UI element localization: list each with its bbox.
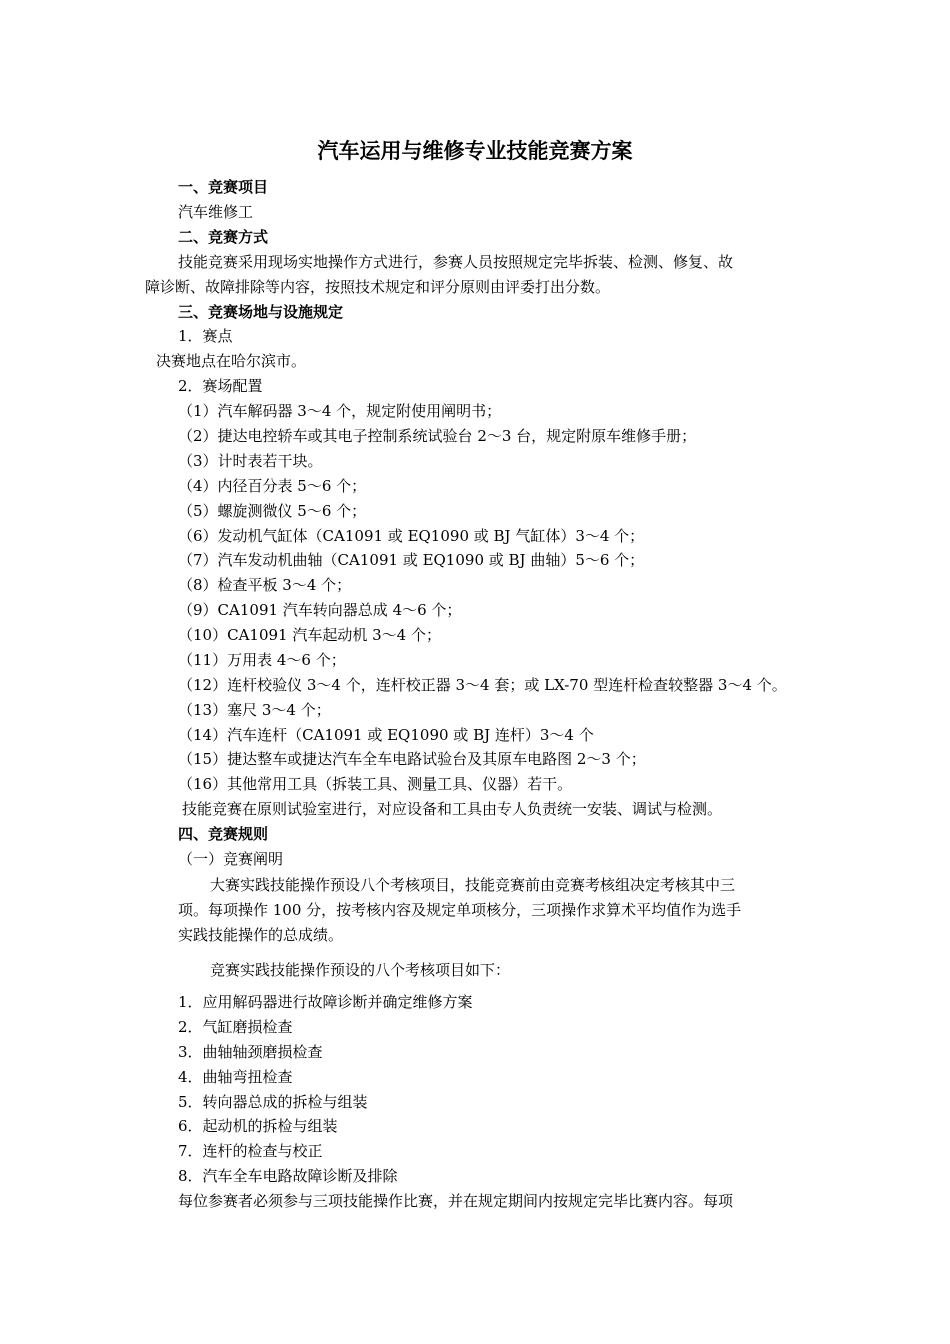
equipment-item: （15）捷达整车或捷达汽车全车电路试验台及其原车电路图 2～3 个； [178, 750, 646, 768]
project-list-intro: 竞赛实践技能操作预设的八个考核项目如下： [210, 961, 511, 979]
venue-text: 决赛地点在哈尔滨市。 [156, 352, 307, 370]
project-list-item: 5．转向器总成的拆检与组装 [178, 1093, 368, 1111]
project-list-item: 2．气缸磨损检查 [178, 1018, 293, 1036]
equipment-item: （9）CA1091 汽车转向器总成 4～6 个； [178, 601, 462, 619]
equipment-item: （12）连杆校验仪 3～4 个，连杆校正器 3～4 套；或 LX-70 型连杆检查较整器 3～4 个。 [178, 676, 787, 694]
equipment-note: 技能竞赛在原则试验室进行，对应设备和工具由专人负责统一安装、调试与检测。 [182, 800, 723, 818]
equipment-item: （1）汽车解码器 3～4 个，规定附使用阐明书； [178, 402, 502, 420]
project-list-item: 7．连杆的检查与校正 [178, 1142, 323, 1160]
venue-config-label: 2．赛场配置 [178, 377, 263, 395]
section-heading-venue-facilities: 三、竞赛场地与设施规定 [178, 303, 344, 321]
equipment-item: （11）万用表 4～6 个； [178, 651, 346, 669]
project-list-item: 3．曲轴轴颈磨损检查 [178, 1043, 323, 1061]
equipment-item: （5）螺旋测微仪 5～6 个； [178, 502, 367, 520]
equipment-item: （3）计时表若干块。 [178, 452, 323, 470]
equipment-item: （6）发动机气缸体（CA1091 或 EQ1090 或 BJ 气缸体）3～4 个； [178, 527, 645, 545]
section-heading-competition-method: 二、竞赛方式 [178, 228, 269, 246]
equipment-item: （10）CA1091 汽车起动机 3～4 个； [178, 626, 441, 644]
equipment-item: （13）塞尺 3～4 个； [178, 701, 331, 719]
equipment-item: （4）内径百分表 5～6 个； [178, 477, 367, 495]
equipment-item: （8）检查平板 3～4 个； [178, 576, 352, 594]
section-heading-competition-rules: 四、竞赛规则 [178, 825, 269, 843]
project-list-item: 6．起动机的拆检与组装 [178, 1117, 338, 1135]
rules-paragraph-line: 大赛实践技能操作预设八个考核项目，技能竞赛前由竞赛考核组决定考核其中三 [210, 876, 736, 894]
equipment-item: （7）汽车发动机曲轴（CA1091 或 EQ1090 或 BJ 曲轴）5～6 个； [178, 551, 645, 569]
project-list-item: 4．曲轴弯扭检查 [178, 1068, 293, 1086]
competition-method-line-2: 障诊断、故障排除等内容，按照技术规定和评分原则由评委打出分数。 [145, 278, 611, 296]
competition-method-line-1: 技能竞赛采用现场实地操作方式进行，参赛人员按照规定完毕拆装、检测、修复、故 [178, 253, 734, 271]
rules-last-line: 每位参赛者必须参与三项技能操作比赛，并在规定期间内按规定完毕比赛内容。每项 [178, 1192, 734, 1210]
rules-paragraph-line: 实践技能操作的总成绩。 [178, 926, 344, 944]
equipment-item: （14）汽车连杆（CA1091 或 EQ1090 或 BJ 连杆）3～4 个 [178, 726, 594, 744]
rules-subheading: （一）竞赛阐明 [178, 850, 284, 868]
rules-paragraph-line: 项。每项操作 100 分，按考核内容及规定单项核分，三项操作求算术平均值作为选手 [178, 901, 742, 919]
equipment-item: （2）捷达电控轿车或其电子控制系统试验台 2～3 台，规定附原车维修手册； [178, 427, 697, 445]
section-heading-competition-project: 一、竞赛项目 [178, 178, 269, 196]
page-title: 汽车运用与维修专业技能竞赛方案 [317, 138, 633, 163]
venue-label: 1．赛点 [178, 327, 233, 345]
project-list-item: 1．应用解码器进行故障诊断并确定维修方案 [178, 993, 473, 1011]
project-list-item: 8．汽车全车电路故障诊断及排除 [178, 1167, 398, 1185]
competition-project-text: 汽车维修工 [178, 203, 254, 221]
equipment-item: （16）其他常用工具（拆装工具、测量工具、仪器）若干。 [178, 775, 573, 793]
